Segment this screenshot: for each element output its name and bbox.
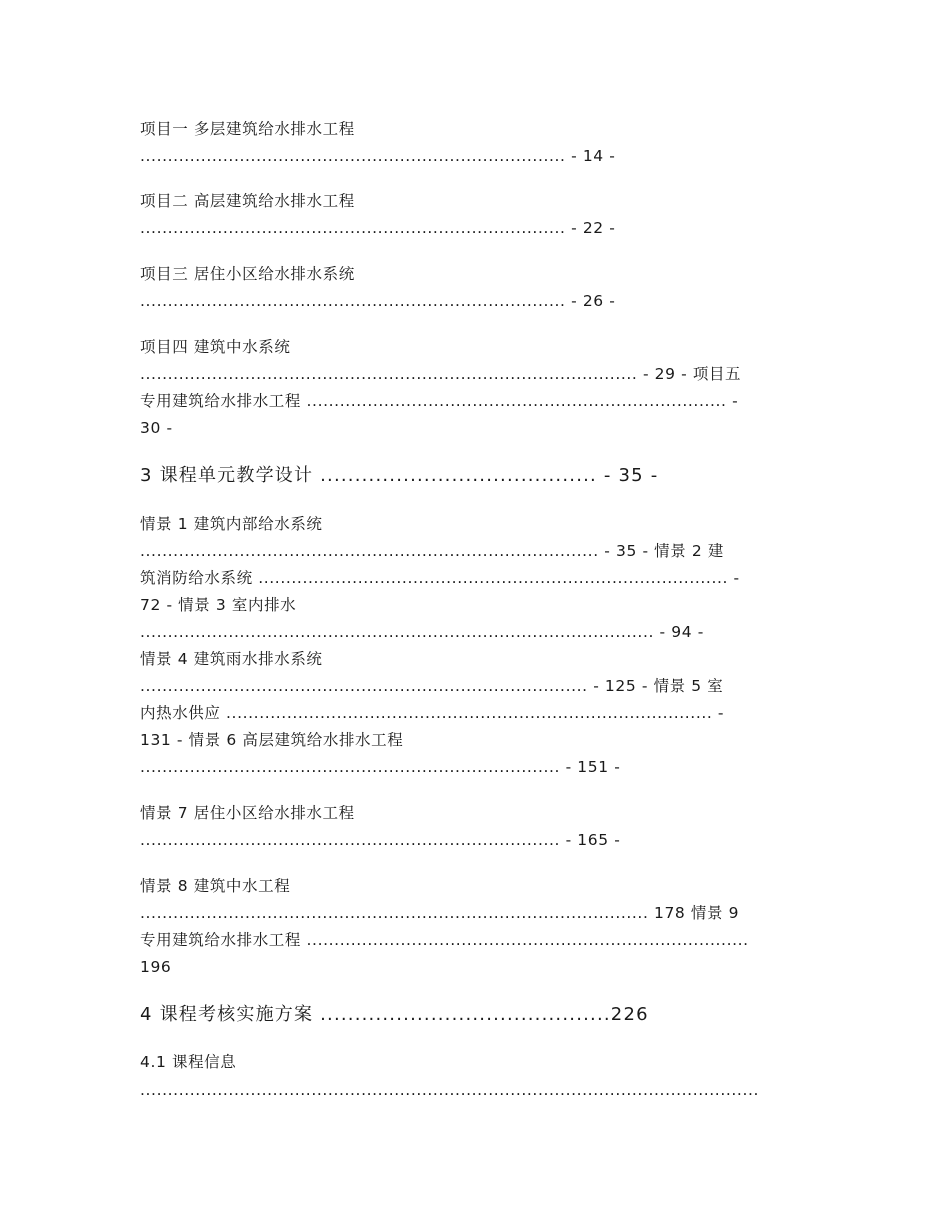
toc-section-heading: 4 课程考核实施方案 ..........................................226	[140, 1004, 649, 1025]
toc-entry-leader: ............................................................................. - 26 -	[140, 292, 616, 310]
toc-entry-title: 项目二 高层建筑给水排水工程	[140, 192, 355, 210]
toc-entry-leader: ................................................................................... - 35 - 情景 2 建	[140, 542, 724, 560]
toc-entry-page: 196	[140, 958, 172, 976]
toc-entry-title: 情景 8 建筑中水工程	[140, 877, 291, 895]
toc-section-heading: 3 课程单元教学设计 ........................................ - 35 -	[140, 465, 659, 486]
toc-entry-leader: ............................................................................ - 165 -	[140, 831, 621, 849]
toc-entry-title: 筑消防给水系统 ..................................................................................... -	[140, 569, 740, 587]
toc-entry-title: 内热水供应 ........................................................................................ -	[140, 704, 725, 722]
toc-entry-title: 专用建筑给水排水工程 ............................................................................ -	[140, 392, 739, 410]
toc-entry-leader: ............................................................................. - 14 -	[140, 147, 616, 165]
toc-entry-leader: .......................................................................................... - 29 - 项目五	[140, 365, 742, 383]
toc-entry-title: 72 - 情景 3 室内排水	[140, 596, 297, 614]
toc-entry-title: 项目四 建筑中水系统	[140, 338, 291, 356]
toc-entry-leader: ............................................................................. - 22 -	[140, 219, 616, 237]
toc-entry-title: 专用建筑给水排水工程 ................................................................................	[140, 931, 749, 949]
toc-entry-leader: ............................................................................ - 151 -	[140, 758, 621, 776]
toc-entry-title: 131 - 情景 6 高层建筑给水排水工程	[140, 731, 404, 749]
toc-entry-title: 情景 7 居住小区给水排水工程	[140, 804, 355, 822]
toc-entry-title: 情景 4 建筑雨水排水系统	[140, 650, 323, 668]
toc-entry-title: 情景 1 建筑内部给水系统	[140, 515, 323, 533]
toc-entry-page: 30 -	[140, 419, 173, 437]
toc-entry-title: 项目一 多层建筑给水排水工程	[140, 120, 355, 138]
toc-entry-leader: ................................................................................................................	[140, 1081, 760, 1099]
toc-entry-leader: ............................................................................................. - 94 -	[140, 623, 704, 641]
toc-entry-title: 项目三 居住小区给水排水系统	[140, 265, 355, 283]
toc-entry-leader: ............................................................................................ 178 情景 9	[140, 904, 740, 922]
toc-entry-title: 4.1 课程信息	[140, 1053, 237, 1071]
toc-entry-leader: ................................................................................. - 125 - 情景 5 室	[140, 677, 724, 695]
